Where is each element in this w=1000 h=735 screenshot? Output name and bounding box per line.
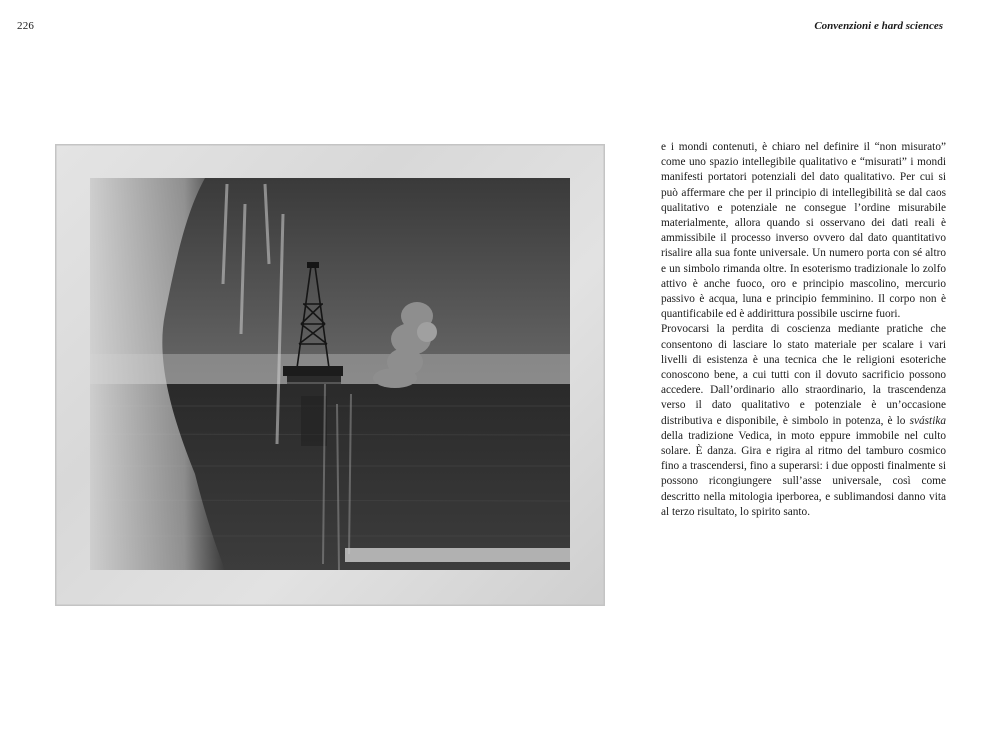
paragraph-2: [661, 322, 946, 520]
photograph-oil-rig-explosion-icon: [55, 144, 605, 606]
svastika-term: svástika: [909, 414, 946, 427]
paragraph-2-end: della tradizione Vedica, in moto eppure immobile nel culto solare. È danza. Gira e rigira al ritmo del tamburo cosmico fino a trascendersi, fino a superarsi: i due opposti finalmente si possono ricongiungere sull’asse universale, così come descritto nella mitologia iperborea, e sublimandosi danno vita al terzo risultato, lo spirito santo.: [661, 429, 946, 518]
page-number: 226: [17, 20, 35, 32]
paragraph-1: e i mondi contenuti, è chiaro nel definire il “non misurato” come uno spazio intellegibile qualitativo e “misurati” i mondi manifesti portatori potenziali del dato qualitativo. Per cui si può affermare che per il principio di intellegibilità se dal caos qualitativo e potenziale ne consegue l’ordine misurabile materialmente, allora quando si osservano dei dati reali è ammissibile il processo inverso ovvero dal dato quantitativo risalire alla sua fonte universale. Un numero porta con sé altro e un simbolo rimanda oltre. In esoterismo tradizionale lo zolfo attivo è anche fuoco, oro e principio mascolino, mercurio passivo è acqua, luna e principio femminino. Il corpo non è quantificabile ed è addirittura possibile uscirne fuori.: [661, 141, 946, 321]
photograph: [55, 144, 605, 606]
running-head: Convenzioni e hard sciences: [814, 20, 943, 32]
paragraph-2-start: Provocarsi la perdita di coscienza mediante pratiche che consentono di lasciare lo stato materiale per scalare i vari livelli di esistenza è una tecnica che le religioni esoteriche conoscono bene, a cui tutti con il dovuto sacrificio possono accedere. Dall’ordinario allo straordinario, la trascendenza verso il dato qualitativo e potenziale è un’occasione distributiva e disponibile, è simbolo in potenza, è lo: [661, 323, 946, 427]
body-text: [661, 140, 946, 520]
